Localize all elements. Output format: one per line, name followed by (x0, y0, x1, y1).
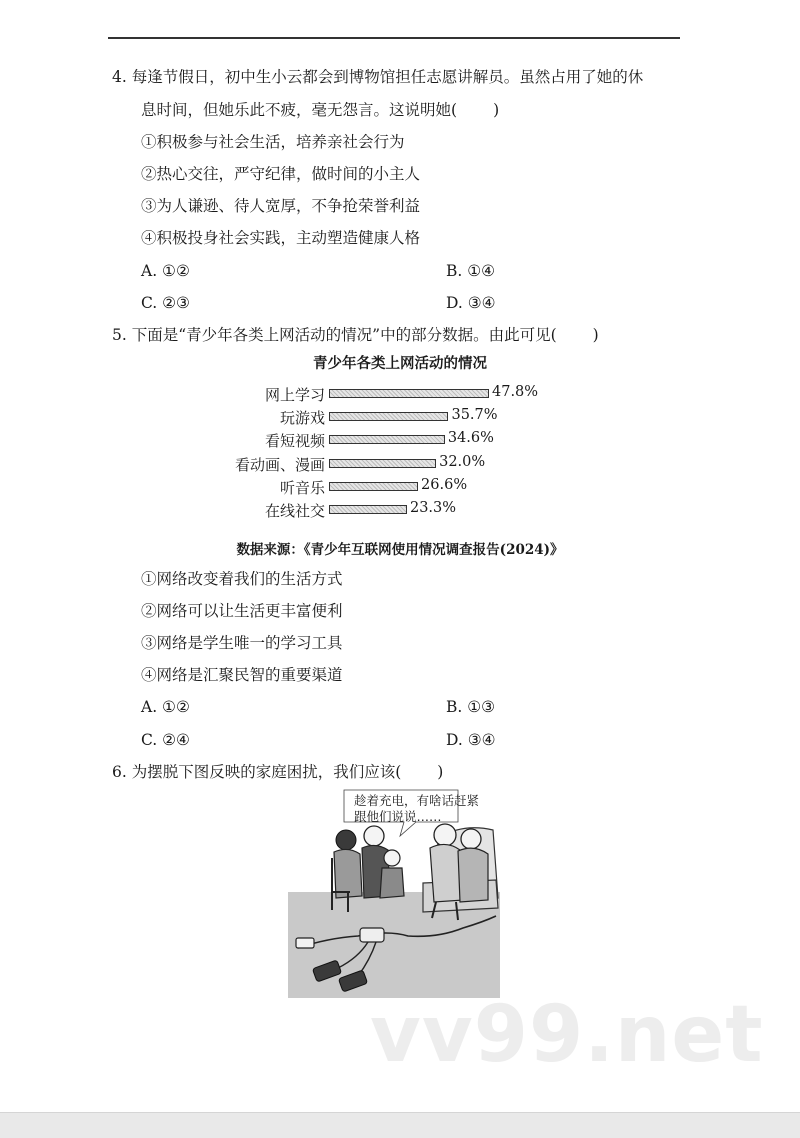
chart-bar (329, 505, 407, 514)
q5-choice-a[interactable]: A. ①② (141, 698, 190, 716)
family-cartoon (288, 788, 500, 998)
q4-choice-d[interactable]: D. ③④ (446, 294, 496, 312)
viewer-bottom-bar (0, 1112, 800, 1138)
chart-value-label: 47.8% (492, 384, 539, 400)
q4-option-4: ④积极投身社会实践，主动塑造健康人格 (141, 229, 421, 247)
chart-category-label: 看短视频 (264, 432, 325, 451)
chart-value-label: 35.7% (451, 407, 498, 424)
chart-category-label: 玩游戏 (279, 409, 325, 428)
chart-bar (329, 482, 418, 491)
q4-choice-b[interactable]: B. ①④ (446, 262, 496, 280)
chart-category-label: 网上学习 (264, 386, 325, 404)
q5-option-1: ①网络改变着我们的生活方式 (141, 570, 343, 588)
q4-option-3: ③为人谦逊、待人宽厚，不争抢荣誉利益 (141, 197, 421, 215)
q4-stem-line2 (141, 100, 499, 120)
chart-category-label: 听音乐 (279, 478, 325, 497)
chart-value-label: 26.6% (421, 476, 468, 493)
watermark: vv99.net (370, 990, 764, 1080)
chart-bar (329, 412, 448, 421)
q4-option-2: ②热心交往，严守纪律，做时间的小主人 (141, 165, 421, 183)
q4-number: 4. (112, 68, 127, 86)
q6-number: 6. (112, 763, 127, 781)
chart-row (200, 407, 600, 427)
chart-row (200, 454, 600, 474)
q4-paren-close: ) (493, 101, 500, 119)
chart-row (200, 500, 600, 520)
q6-paren-close: ) (437, 763, 444, 781)
chart-source: 数据来源：《青少年互联网使用情况调查报告(2024)》 (236, 542, 564, 558)
q5-paren-close: ) (592, 326, 599, 344)
q4-option-1: ①积极参与社会生活，培养亲社会行为 (141, 133, 405, 151)
bar-chart (200, 352, 600, 558)
chart-title: 青少年各类上网活动的情况 (313, 356, 487, 372)
chart-category-label: 在线社交 (264, 502, 325, 520)
q5-option-4: ④网络是汇聚民智的重要渠道 (141, 666, 343, 684)
q5-stem-text: 下面是“青少年各类上网活动的情况”中的部分数据。由此可见( (131, 326, 557, 344)
q5-option-3: ③网络是学生唯一的学习工具 (141, 634, 343, 652)
chart-value-label: 23.3% (409, 500, 457, 516)
chart-row (200, 384, 600, 404)
q4-stem-text-2: 息时间，但她乐此不疲，毫无怨言。这说明她( (141, 101, 458, 119)
q4-choice-a[interactable]: A. ①② (141, 262, 190, 280)
chart-category-label: 看动画、漫画 (234, 455, 325, 474)
chart-value-label: 34.6% (447, 430, 494, 447)
q6-stem-text: 为摆脱下图反映的家庭困扰，我们应该( (131, 763, 402, 781)
speech-bubble-line2: 跟他们说说…… (354, 809, 442, 824)
q4-choice-c[interactable]: C. ②③ (141, 294, 190, 312)
chart-value-label: 32.0% (439, 453, 486, 470)
q5-choice-b[interactable]: B. ①③ (446, 698, 496, 716)
chart-bar (329, 459, 436, 468)
chart-bar (329, 389, 489, 398)
q5-stem (112, 325, 599, 345)
chart-row (200, 477, 600, 497)
q4-stem-text-1: 每逢节假日，初中生小云都会到博物馆担任志愿讲解员。虽然占用了她的休 (131, 68, 644, 86)
speech-bubble-line1: 趁着充电，有啥话赶紧 (354, 793, 480, 808)
q5-choice-d[interactable]: D. ③④ (446, 731, 496, 749)
q6-stem (112, 762, 443, 782)
chart-bar (329, 435, 445, 444)
header-rule (108, 37, 680, 39)
q5-choice-c[interactable]: C. ②④ (141, 731, 190, 749)
q5-number: 5. (112, 326, 127, 344)
q4-stem-line1 (112, 67, 643, 87)
chart-row (200, 430, 600, 450)
q5-option-2: ②网络可以让生活更丰富便利 (141, 602, 343, 620)
